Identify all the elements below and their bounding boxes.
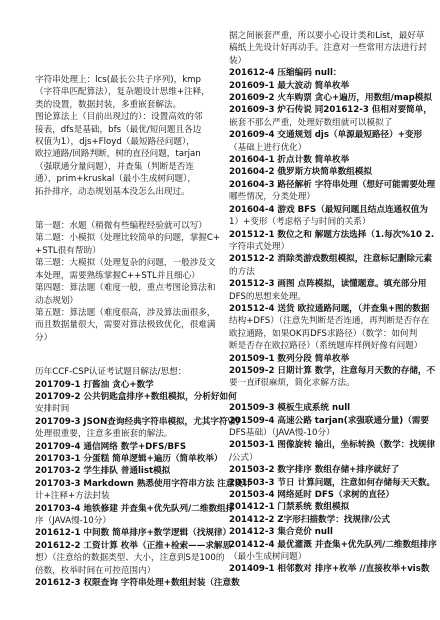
text-line: 想）（注意给的数据类型、大小，注意到S是100的 [35,553,225,564]
text-line: 201709-4 通信网络 数学+DFS/BFS [35,441,187,452]
text-line: 拓扑排序，动态规划基本没怎么出现过。 [35,186,190,197]
text-line: 本处理，需要熟练掌握C++STL并且细心） [35,270,200,281]
text-line: 计+注释+方法封装 [35,491,110,502]
text-line: 201512-2 消除类游戏数组模拟，注意标记删除元素 [229,254,433,265]
text-line: 201512-4 送货 欧拉通路问题，（并查集+图的数据 [229,303,430,314]
text-line: 201412-2 Z字形扫描数学：找规律/公式 [229,514,390,525]
text-line: 201709-2 公共钥匙盒排序+数组模拟，分析好如何 [35,391,237,402]
section-gap [35,198,225,220]
text-line: 201409-1 相邻数对 排序+枚举 //直接枚举+vis数 [229,564,430,575]
text-paragraph [35,220,225,344]
text-line: 第四题：算法题（难度一般，重点考图论算法和 [35,283,216,294]
right-column [229,30,437,576]
text-line: +STL很有帮助） [35,245,101,256]
text-line: 201612-1 中间数 简单排序+数学逻辑（找规律） [35,528,232,539]
text-line: 201609-2 火车购票 贪心+遍历，用数组/map模拟 [229,93,432,104]
text-line: DFS的思想来处理。 [229,291,307,302]
text-paragraph [229,30,437,576]
text-line: 分） [35,332,53,343]
text-line: 的方法 [229,266,255,277]
watermark [37,38,56,60]
text-line: 201604-4 游戏 BFS（最短问题且结点连通权值为 [229,204,428,215]
text-line: 201609-1 最大波动 简单枚举 [229,80,350,91]
text-line: 序（JAVA慢-10分） [35,516,111,526]
text-line: 201609-3 炉石传说 同201612-3 但相对要简单， [229,105,432,116]
text-line: DFS基础）（JAVA慢-10分） [229,428,335,438]
text-line: 201509-2 日期计算 数学，注意每月天数的存储，不 [229,365,436,376]
text-line: 201612-2 工资计算 枚举（正推+检索——求解思 [35,540,232,551]
text-line: 201604-2 俄罗斯方块简单数组模拟 [229,167,372,178]
text-line: 201703-2 学生排队 普通list模拟 [35,466,171,477]
text-line: 201412-3 集合竞价 null [229,527,333,538]
text-line: 接表，dfs是基础，bfs（最优/短问题且各边 [35,124,202,135]
text-line: 字符串处理上：lcs(最长公共子序列)，kmp [35,75,202,85]
text-line: 装） [229,55,247,66]
text-line [229,390,419,402]
text-line: 第一题：水题（稍微有些编程经验就可以写） [35,221,207,232]
text-line: 201509-4 高速公路 tarjan(求强联通分量)（需要 [229,415,429,426]
text-line: 201604-1 折点计数 简单枚举 [229,155,350,166]
text-line: 201503-2 数字排序 数组存储+排序就好了 [229,465,400,476]
text-line: 1）+变形（考虑格子与时间的关系） [229,217,371,228]
text-line: （字符串匹配算法），复杂题设计思维+注释， [35,87,210,98]
text-line: 201503-4 网络延时 DFS（求树的直径） [229,490,395,501]
text-line: /公式） [229,452,258,463]
text-line: 稿纸上先设计好再动手。注意对一些常用方法进行封 [229,43,427,54]
text-line: 201703-3 Markdown 熟悉使用字符串方法 注意设计 [35,478,252,489]
text-line: 201412-4 最优灌溉 并查集+优先队列/二维数组排序 [229,539,437,550]
text-line: 要一直if很麻烦，简化求解方法。 [229,378,355,389]
section-gap [35,344,225,366]
text-line: 安排时间 [35,404,70,415]
text-line: 处理很重要，注意多重嵌套的解法。 [35,429,173,440]
text-line: 201509-3 模板生成系统 null [229,403,351,414]
text-line: 历年CCF-CSP认证考试题目解法/思想： [35,367,187,378]
text-line: 201503-3 节日 计算问题，注意如何存储每天天数。 [229,477,436,488]
text-line: 201612-4 压缩编码 null： [229,68,342,79]
text-line: 哪些情况，分类处理） [229,192,315,203]
text-line: 201709-3 JSON查询经典字符串模拟，尤其字符\的 [35,416,240,427]
text-line: 201609-4 交通规划 djs（单源最短路径）+变形 [229,130,423,141]
text-paragraph [35,74,225,198]
text-line: 201703-4 地铁修建 并查集+优先队列/二维数组排 [35,503,235,514]
text-line: 类的设置，数据封装，多重嵌套解法。 [35,99,182,110]
text-line: 欧拉通路/回路判断，树的直径问题，tarjan [35,149,201,160]
text-line: 第二题：小模拟（处理比较简单的问题，掌握C+ [35,233,221,244]
text-line: 字符串式处理） [229,241,290,252]
text-line: 断是否存在欧拉路径）（系统题库样例好像有问题） [229,341,423,352]
text-line: （最小生成树问题） [229,552,307,563]
text-line: （基础上进行优化） [229,142,307,153]
text-line: （强联通分量问题），并查集（判断是否连 [35,161,194,172]
text-line: 欧拉通路，如果OK再DFS求路径）（数学：如何判 [229,328,418,339]
text-line: 倍数，枚举时间在可控范围内） [35,565,156,576]
text-line: 201604-3 路径解析 字符串处理（想好可能需要处理 [229,179,436,190]
text-line: 权值为1），djs+Floyd（最短路径问题）， [35,137,195,148]
text-line: 第五题：算法题（难度很高，涉及算法面很多， [35,307,216,318]
text-line: 201703-1 分蛋糕 简单逻辑+遍历（简单枚举） [35,453,223,464]
text-line: 201709-1 打酱油 贪心+数学 [35,379,154,390]
text-line: 201612-3 权限查询 字符串处理+数组封装（注意数 [35,578,240,589]
text-line: 动态规划） [35,295,78,306]
text-line: 201503-1 图像旋转 输出，坐标转换（数学：找规律 [229,440,436,451]
text-line: 201412-1 门禁系统 数组模拟 [229,502,350,513]
text-line: 第三题：大模拟（处理复杂的问题，一般涉及文 [35,258,216,269]
text-line: 201512-1 数位之和 解题方法选择（1.每次%10 2. [229,229,435,240]
text-line: 201509-1 数列分段 简单枚举 [229,353,350,364]
text-line: 据之间嵌套严重，所以要小心设计类和List，最好草 [229,31,425,41]
text-line: 结构+DFS）（注意先判断是否连通，再判断是否存在 [229,316,430,327]
text-line: 通），prim+kruskal（最小生成树问题）， [35,174,196,185]
text-line: 图论算法上（目前出现过的）：设置高效的邻 [35,112,203,123]
text-line: 嵌套不那么严重，处理好数组就可以模拟了 [229,117,393,128]
text-line: 而且数据量很大，需要对算法极致优化，很难满 [35,320,216,331]
text-line: 201512-3 画图 点阵模拟，读懂题意。填充部分用 [229,279,427,290]
